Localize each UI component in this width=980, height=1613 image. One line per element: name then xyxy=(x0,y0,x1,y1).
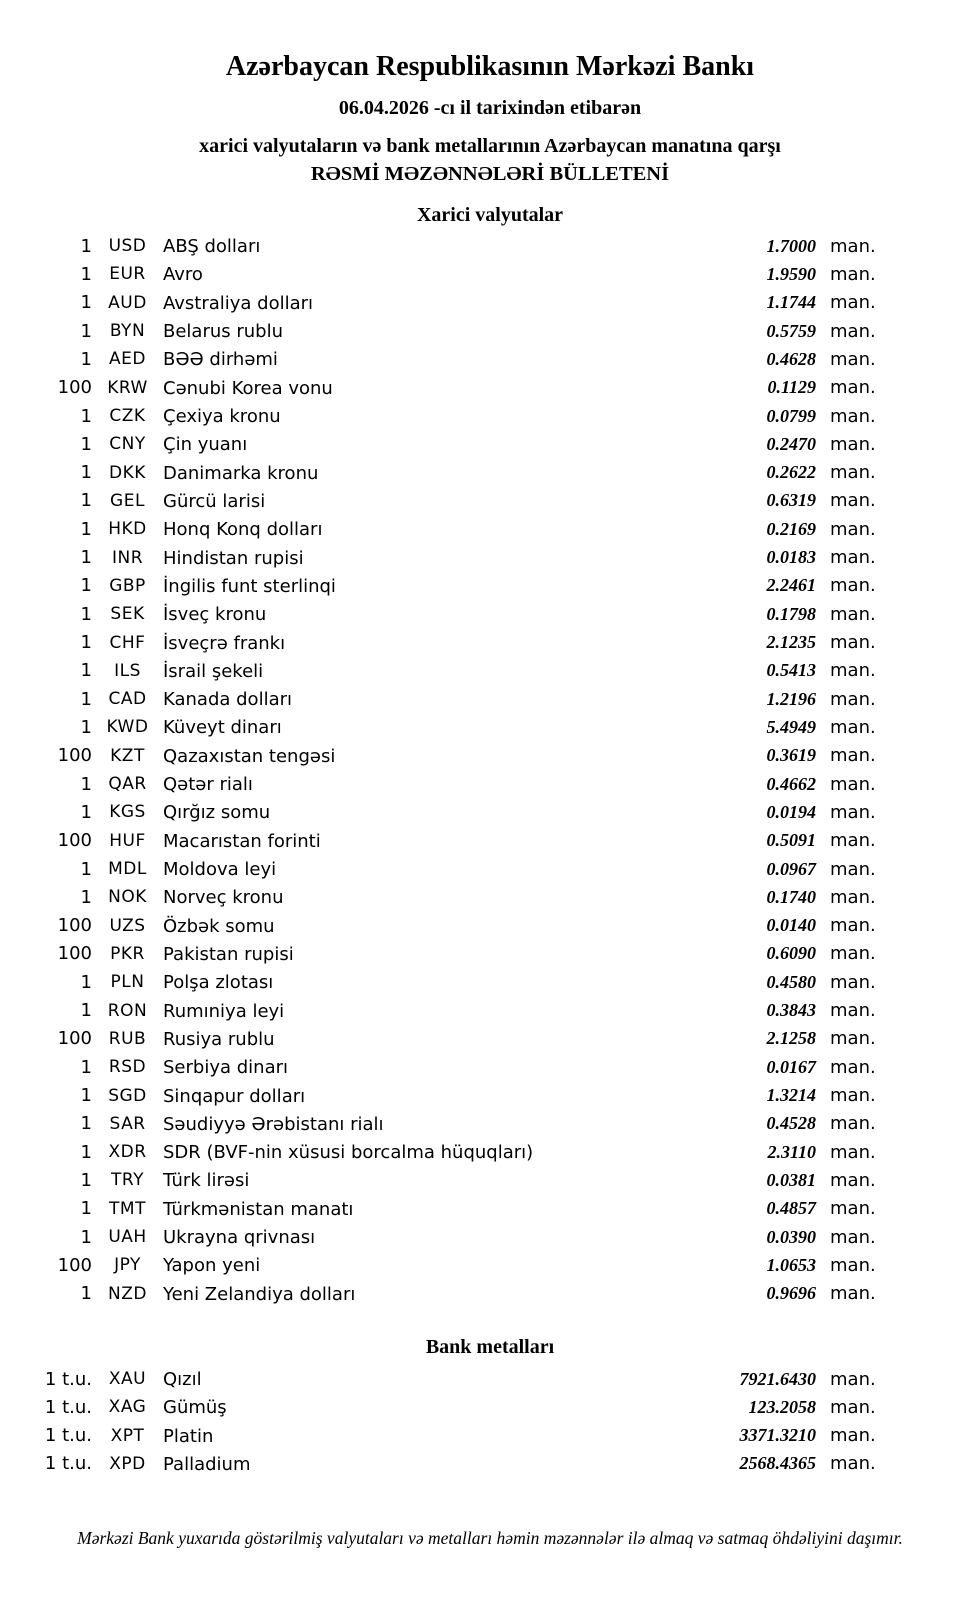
currency-name: Yeni Zelandiya dolları xyxy=(163,1283,356,1305)
exchange-rate: 2.3110 xyxy=(767,1141,816,1162)
exchange-rate: 0.0381 xyxy=(766,1169,816,1190)
currency-code: AED xyxy=(109,349,146,370)
exchange-rate: 0.0799 xyxy=(766,405,816,426)
quantity: 1 t.u. xyxy=(44,1368,92,1390)
bank-title: Azərbaycan Respublikasının Mərkəzi Bankı xyxy=(225,51,755,82)
disclaimer-text: Mərkəzi Bank yuxarıda göstərilmiş valyutaları və metalları həmin məzənnələr ilə almaq və satmaq öhdəliyini daşımır. xyxy=(77,1528,903,1549)
rate-row xyxy=(0,1110,880,1138)
bulletin-subtitle: xarici valyutaların və bank metallarının Azərbaycan manatına qarşı xyxy=(199,135,781,157)
unit-label: man. xyxy=(830,405,876,427)
unit-label: man. xyxy=(830,235,876,257)
unit-label: man. xyxy=(830,1254,876,1276)
quantity: 1 xyxy=(80,1283,92,1305)
exchange-rate: 0.2622 xyxy=(766,462,816,483)
currency-name: İsveç kronu xyxy=(163,604,267,626)
unit-label: man. xyxy=(830,886,876,908)
exchange-rate: 0.4857 xyxy=(766,1198,816,1219)
rate-row xyxy=(0,827,880,855)
currency-code: CZK xyxy=(109,406,146,427)
currency-code: KGS xyxy=(109,802,146,823)
quantity: 100 xyxy=(57,1254,92,1276)
rate-row xyxy=(0,1025,880,1053)
currency-name: Danimarka kronu xyxy=(163,462,319,484)
unit-label: man. xyxy=(830,575,876,597)
quantity: 1 xyxy=(80,433,92,455)
quantity: 1 xyxy=(80,660,92,682)
exchange-rate: 2.1258 xyxy=(766,1028,816,1049)
exchange-rate: 0.4662 xyxy=(766,773,816,794)
unit-label: man. xyxy=(830,1169,876,1191)
currency-name: Qətər rialı xyxy=(163,774,253,796)
rate-row xyxy=(0,855,880,883)
currency-code: DKK xyxy=(109,462,146,483)
unit-label: man. xyxy=(830,801,876,823)
currency-code: XAU xyxy=(108,1369,147,1390)
quantity: 1 xyxy=(80,773,92,795)
currency-name: SDR (BVF-nin xüsusi borcalma hüquqları) xyxy=(163,1142,534,1164)
effective-date-line: 06.04.2026 -cı il tarixindən etibarən xyxy=(338,97,642,119)
quantity: 1 xyxy=(80,1085,92,1107)
exchange-rate: 1.9590 xyxy=(766,263,816,284)
quantity: 100 xyxy=(57,1028,92,1050)
unit-label: man. xyxy=(830,858,876,880)
exchange-rate: 1.3214 xyxy=(766,1085,816,1106)
quantity: 1 xyxy=(80,462,92,484)
quantity: 1 t.u. xyxy=(44,1396,92,1418)
unit-label: man. xyxy=(830,320,876,342)
quantity: 1 xyxy=(80,971,92,993)
currency-code: HKD xyxy=(108,519,147,540)
rate-row xyxy=(0,515,880,543)
currency-code: AUD xyxy=(108,292,147,313)
unit-label: man. xyxy=(830,1453,876,1475)
currency-code: SGD xyxy=(108,1085,147,1106)
rate-row xyxy=(0,770,880,798)
rate-row xyxy=(0,883,880,911)
currency-code: HUF xyxy=(109,830,146,851)
quantity: 1 xyxy=(80,1113,92,1135)
unit-label: man. xyxy=(830,462,876,484)
currency-code: KWD xyxy=(106,717,149,738)
currency-name: Küveyt dinarı xyxy=(163,717,282,739)
currency-code: XPT xyxy=(110,1425,145,1446)
currency-name: Pakistan rupisi xyxy=(163,943,294,965)
rate-row xyxy=(0,1053,880,1081)
quantity: 1 xyxy=(80,320,92,342)
currency-code: KRW xyxy=(107,377,148,398)
currency-code: TMT xyxy=(109,1198,146,1219)
currency-code: NZD xyxy=(108,1283,147,1304)
rate-row xyxy=(0,232,880,260)
currency-name: Ukrayna qrivnası xyxy=(163,1227,316,1249)
exchange-rate: 0.1798 xyxy=(766,603,816,624)
currency-name: Avstraliya dolları xyxy=(163,292,314,314)
quantity: 1 xyxy=(80,263,92,285)
exchange-rate: 1.2196 xyxy=(766,688,816,709)
quantity: 1 xyxy=(80,716,92,738)
currency-name: Özbək somu xyxy=(163,915,275,937)
currency-code: RON xyxy=(107,1000,148,1021)
quantity: 1 xyxy=(80,405,92,427)
unit-label: man. xyxy=(830,263,876,285)
exchange-rate: 0.2470 xyxy=(766,433,816,454)
rate-row xyxy=(0,1393,880,1421)
currency-code: PKR xyxy=(110,943,145,964)
unit-label: man. xyxy=(830,943,876,965)
exchange-rate: 0.3843 xyxy=(766,1000,816,1021)
unit-label: man. xyxy=(830,1198,876,1220)
currency-code: USD xyxy=(108,236,147,257)
rate-row xyxy=(0,940,880,968)
quantity: 100 xyxy=(57,377,92,399)
exchange-rate: 0.6090 xyxy=(766,943,816,964)
unit-label: man. xyxy=(830,632,876,654)
currency-name: Serbiya dinarı xyxy=(163,1057,288,1079)
rate-row xyxy=(0,1280,880,1308)
exchange-rate: 0.3619 xyxy=(766,745,816,766)
currencies-section-title: Xarici valyutalar xyxy=(416,204,564,226)
currency-name: Avro xyxy=(163,264,203,286)
unit-label: man. xyxy=(830,1368,876,1390)
exchange-rate: 0.4580 xyxy=(766,971,816,992)
rate-row xyxy=(0,1223,880,1251)
currency-code: CHF xyxy=(109,632,146,653)
currency-name: Rusiya rublu xyxy=(163,1028,275,1050)
currency-code: GEL xyxy=(110,490,145,511)
rate-row xyxy=(0,543,880,571)
currency-code: RUB xyxy=(108,1028,147,1049)
exchange-rate: 0.0967 xyxy=(766,858,816,879)
currency-name: Qazaxıstan tengəsi xyxy=(163,745,336,767)
currency-name: İsveçrə frankı xyxy=(163,632,286,654)
currency-name: Palladium xyxy=(163,1453,251,1475)
exchange-rate: 0.4628 xyxy=(766,348,816,369)
currency-code: PLN xyxy=(110,972,145,993)
quantity: 1 xyxy=(80,858,92,880)
currency-code: JPY xyxy=(114,1255,141,1276)
rate-row xyxy=(0,968,880,996)
exchange-rate: 0.1129 xyxy=(767,377,816,398)
rate-row xyxy=(0,742,880,770)
unit-label: man. xyxy=(830,745,876,767)
currency-code: RSD xyxy=(108,1057,147,1078)
unit-label: man. xyxy=(830,377,876,399)
currency-name: Qırğız somu xyxy=(163,802,271,824)
unit-label: man. xyxy=(830,518,876,540)
currency-name: Çexiya kronu xyxy=(163,406,281,428)
currency-name: ABŞ dolları xyxy=(163,236,261,258)
unit-label: man. xyxy=(830,1085,876,1107)
currency-code: NOK xyxy=(108,887,147,908)
currency-name: Türk lirəsi xyxy=(163,1170,250,1192)
quantity: 1 xyxy=(80,547,92,569)
currency-code: ILS xyxy=(114,660,141,681)
currencies-table xyxy=(0,232,880,1308)
unit-label: man. xyxy=(830,971,876,993)
currency-code: UAH xyxy=(108,1227,147,1248)
exchange-rate: 0.1740 xyxy=(766,886,816,907)
quantity: 1 xyxy=(80,632,92,654)
unit-label: man. xyxy=(830,830,876,852)
quantity: 1 xyxy=(80,688,92,710)
exchange-rate: 1.0653 xyxy=(766,1254,816,1275)
exchange-rate: 0.4528 xyxy=(766,1113,816,1134)
exchange-rate: 1.1744 xyxy=(766,292,816,313)
currency-name: Moldova leyi xyxy=(163,859,277,881)
currency-name: Norveç kronu xyxy=(163,887,284,909)
exchange-rate: 2.2461 xyxy=(766,575,816,596)
rate-row xyxy=(0,1081,880,1109)
currency-code: SEK xyxy=(110,604,145,625)
exchange-rate: 0.0183 xyxy=(766,547,816,568)
quantity: 100 xyxy=(57,745,92,767)
unit-label: man. xyxy=(830,660,876,682)
currency-code: KZT xyxy=(110,745,145,766)
currency-code: EUR xyxy=(109,264,146,285)
rate-row xyxy=(0,1138,880,1166)
unit-label: man. xyxy=(830,1396,876,1418)
exchange-rate: 1.7000 xyxy=(766,235,816,256)
exchange-rate: 0.0194 xyxy=(766,801,816,822)
rate-row xyxy=(0,685,880,713)
exchange-rate: 3371.3210 xyxy=(739,1425,816,1446)
exchange-rate: 2568.4365 xyxy=(739,1453,816,1474)
rate-row xyxy=(0,374,880,402)
exchange-rate: 0.5091 xyxy=(766,830,816,851)
quantity: 1 xyxy=(80,886,92,908)
currency-name: Gümüş xyxy=(163,1397,227,1419)
exchange-rate: 0.0390 xyxy=(766,1226,816,1247)
unit-label: man. xyxy=(830,1425,876,1447)
rate-row xyxy=(0,317,880,345)
currency-code: TRY xyxy=(111,1170,144,1191)
rate-row xyxy=(0,713,880,741)
exchange-rate: 0.5413 xyxy=(766,660,816,681)
rate-row xyxy=(0,912,880,940)
bulletin-title: RƏSMİ MƏZƏNNƏLƏRİ BÜLLETENİ xyxy=(310,163,670,185)
quantity: 1 xyxy=(80,490,92,512)
currency-name: Çin yuanı xyxy=(163,434,248,456)
rate-row xyxy=(0,1422,880,1450)
currency-code: BYN xyxy=(109,321,146,342)
currency-code: XAG xyxy=(108,1397,147,1418)
quantity: 1 xyxy=(80,1056,92,1078)
quantity: 1 t.u. xyxy=(44,1425,92,1447)
quantity: 1 xyxy=(80,603,92,625)
quantity: 100 xyxy=(57,943,92,965)
rate-row xyxy=(0,345,880,373)
currency-code: CAD xyxy=(108,689,147,710)
quantity: 100 xyxy=(57,915,92,937)
rate-row xyxy=(0,600,880,628)
currency-name: Macarıstan forinti xyxy=(163,830,321,852)
unit-label: man. xyxy=(830,603,876,625)
exchange-rate: 0.2169 xyxy=(766,518,816,539)
unit-label: man. xyxy=(830,348,876,370)
currency-name: Kanada dolları xyxy=(163,689,293,711)
rate-row xyxy=(0,996,880,1024)
currency-name: İngilis funt sterlinqi xyxy=(163,575,336,597)
quantity: 1 xyxy=(80,1141,92,1163)
quantity: 1 xyxy=(80,348,92,370)
exchange-rate: 7921.6430 xyxy=(739,1368,816,1389)
currency-name: Honq Konq dolları xyxy=(163,519,323,541)
unit-label: man. xyxy=(830,688,876,710)
rate-row xyxy=(0,1450,880,1478)
unit-label: man. xyxy=(830,1113,876,1135)
currency-name: Yapon yeni xyxy=(163,1255,261,1277)
quantity: 1 xyxy=(80,518,92,540)
quantity: 1 xyxy=(80,1169,92,1191)
currency-code: CNY xyxy=(109,434,146,455)
currency-name: Cənubi Korea vonu xyxy=(163,377,333,399)
quantity: 1 xyxy=(80,1226,92,1248)
unit-label: man. xyxy=(830,915,876,937)
currency-name: Qızıl xyxy=(163,1369,202,1391)
unit-label: man. xyxy=(830,1141,876,1163)
rate-row xyxy=(0,1365,880,1393)
quantity: 1 xyxy=(80,575,92,597)
unit-label: man. xyxy=(830,547,876,569)
currency-code: UZS xyxy=(109,915,146,936)
currency-name: Türkmənistan manatı xyxy=(163,1198,354,1220)
unit-label: man. xyxy=(830,1226,876,1248)
unit-label: man. xyxy=(830,1028,876,1050)
exchange-rate: 0.9696 xyxy=(766,1283,816,1304)
unit-label: man. xyxy=(830,1283,876,1305)
exchange-rate: 0.5759 xyxy=(766,320,816,341)
exchange-rate: 0.0167 xyxy=(766,1056,816,1077)
currency-name: Rumıniya leyi xyxy=(163,1000,285,1022)
exchange-rate: 2.1235 xyxy=(766,632,816,653)
currency-code: QAR xyxy=(108,774,147,795)
rate-row xyxy=(0,289,880,317)
rate-row xyxy=(0,260,880,288)
rate-row xyxy=(0,487,880,515)
currency-code: XPD xyxy=(109,1453,146,1474)
rate-row xyxy=(0,1166,880,1194)
currency-name: Hindistan rupisi xyxy=(163,547,304,569)
metals-table xyxy=(0,1365,880,1478)
currency-name: Sinqapur dolları xyxy=(163,1085,306,1107)
rate-row xyxy=(0,628,880,656)
currency-code: INR xyxy=(111,547,144,568)
currency-name: Belarus rublu xyxy=(163,321,284,343)
currency-name: İsrail şekeli xyxy=(163,660,264,682)
currency-name: BƏƏ dirhəmi xyxy=(163,349,278,371)
rate-row xyxy=(0,402,880,430)
unit-label: man. xyxy=(830,716,876,738)
currency-name: Polşa zlotası xyxy=(163,972,274,994)
rate-row xyxy=(0,657,880,685)
unit-label: man. xyxy=(830,433,876,455)
exchange-rate: 0.6319 xyxy=(766,490,816,511)
unit-label: man. xyxy=(830,490,876,512)
rate-row xyxy=(0,1195,880,1223)
currency-code: GBP xyxy=(109,575,146,596)
quantity: 1 xyxy=(80,1198,92,1220)
currency-code: SAR xyxy=(109,1113,146,1134)
metals-section-title: Bank metalları xyxy=(425,1335,555,1358)
rate-row xyxy=(0,572,880,600)
exchange-rate: 0.0140 xyxy=(766,915,816,936)
exchange-rate: 123.2058 xyxy=(748,1396,816,1417)
rate-row xyxy=(0,459,880,487)
quantity: 1 xyxy=(80,801,92,823)
unit-label: man. xyxy=(830,1000,876,1022)
currency-name: Səudiyyə Ərəbistanı rialı xyxy=(163,1113,384,1135)
exchange-rate: 5.4949 xyxy=(766,716,816,737)
unit-label: man. xyxy=(830,292,876,314)
unit-label: man. xyxy=(830,773,876,795)
currency-code: XDR xyxy=(108,1142,147,1163)
rate-row xyxy=(0,430,880,458)
rate-row xyxy=(0,1251,880,1279)
rate-row xyxy=(0,798,880,826)
quantity: 1 xyxy=(80,292,92,314)
currency-name: Gürcü larisi xyxy=(163,490,266,512)
unit-label: man. xyxy=(830,1056,876,1078)
quantity: 1 t.u. xyxy=(44,1453,92,1475)
quantity: 1 xyxy=(80,1000,92,1022)
quantity: 100 xyxy=(57,830,92,852)
currency-name: Platin xyxy=(163,1425,214,1447)
currency-code: MDL xyxy=(108,859,147,880)
quantity: 1 xyxy=(80,235,92,257)
